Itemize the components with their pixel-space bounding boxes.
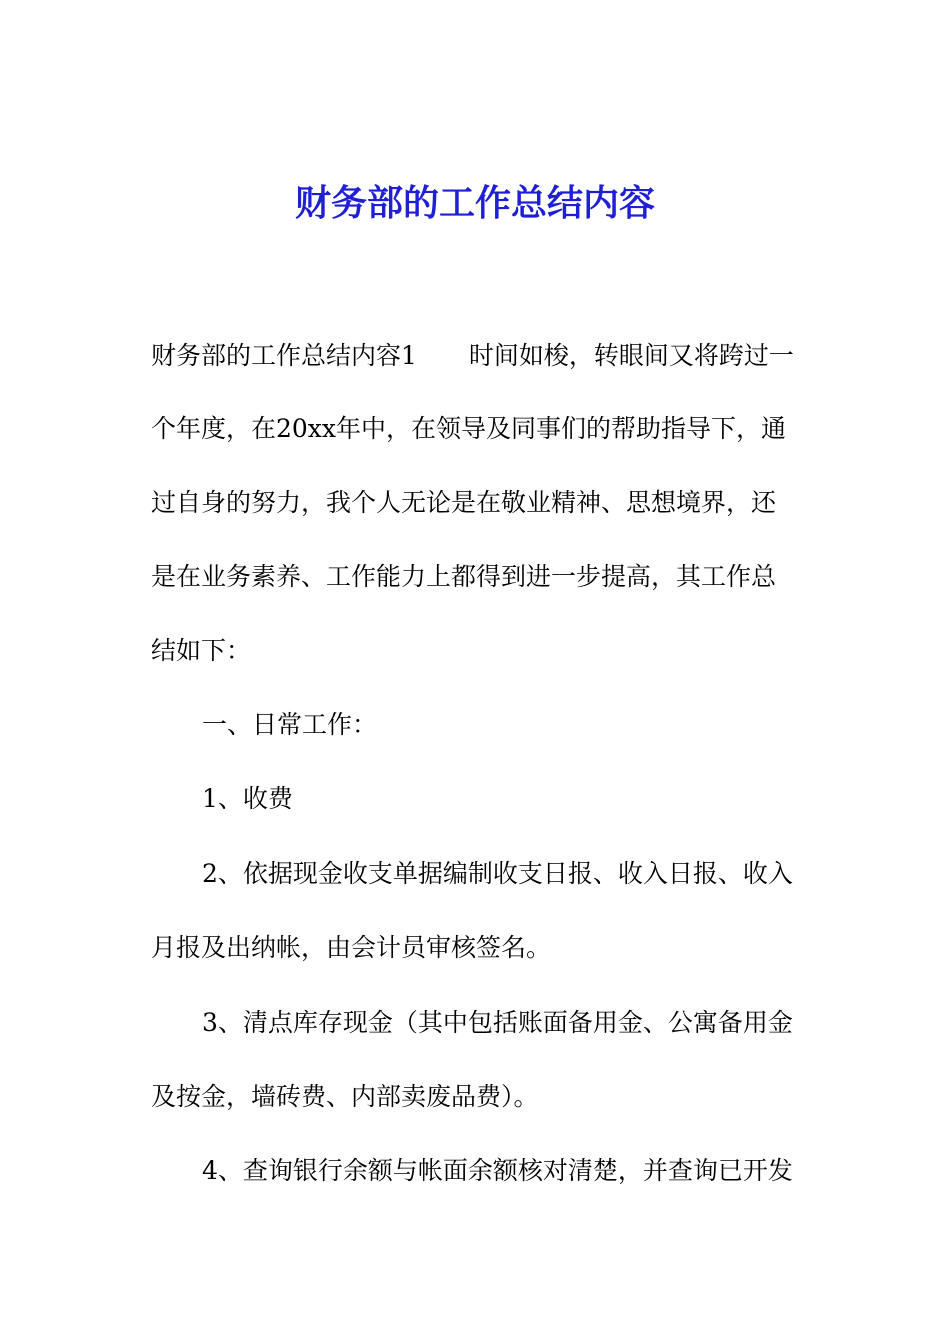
text-line: 月报及出纳帐，由会计员审核签名。 bbox=[151, 933, 552, 962]
text-line bbox=[151, 337, 811, 375]
list-item: 3、清点库存现金（其中包括账面备用金、公寓备用金 bbox=[202, 1008, 793, 1037]
paragraph-label: 财务部的工作总结内容1 bbox=[151, 341, 417, 370]
text-line: 过自身的努力，我个人无论是在敬业精神、思想境界，还 bbox=[151, 488, 777, 517]
list-item: 4、查询银行余额与帐面余额核对清楚，并查询已开发 bbox=[202, 1156, 793, 1185]
list-item: 2、依据现金收支单据编制收支日报、收入日报、收入 bbox=[202, 859, 793, 888]
document-title: 财务部的工作总结内容 bbox=[294, 183, 655, 224]
section-heading: 一、日常工作： bbox=[202, 710, 378, 739]
text-line: 个年度，在20xx年中，在领导及同事们的帮助指导下，通 bbox=[151, 414, 787, 443]
text-line: 结如下： bbox=[151, 636, 252, 665]
line-text: 时间如梭，转眼间又将跨过一 bbox=[468, 341, 794, 370]
text-line: 及按金，墙砖费、内部卖废品费）。 bbox=[151, 1082, 539, 1111]
text-line: 是在业务素养、工作能力上都得到进一步提高，其工作总 bbox=[151, 562, 777, 591]
list-item: 1、收费 bbox=[202, 784, 293, 813]
